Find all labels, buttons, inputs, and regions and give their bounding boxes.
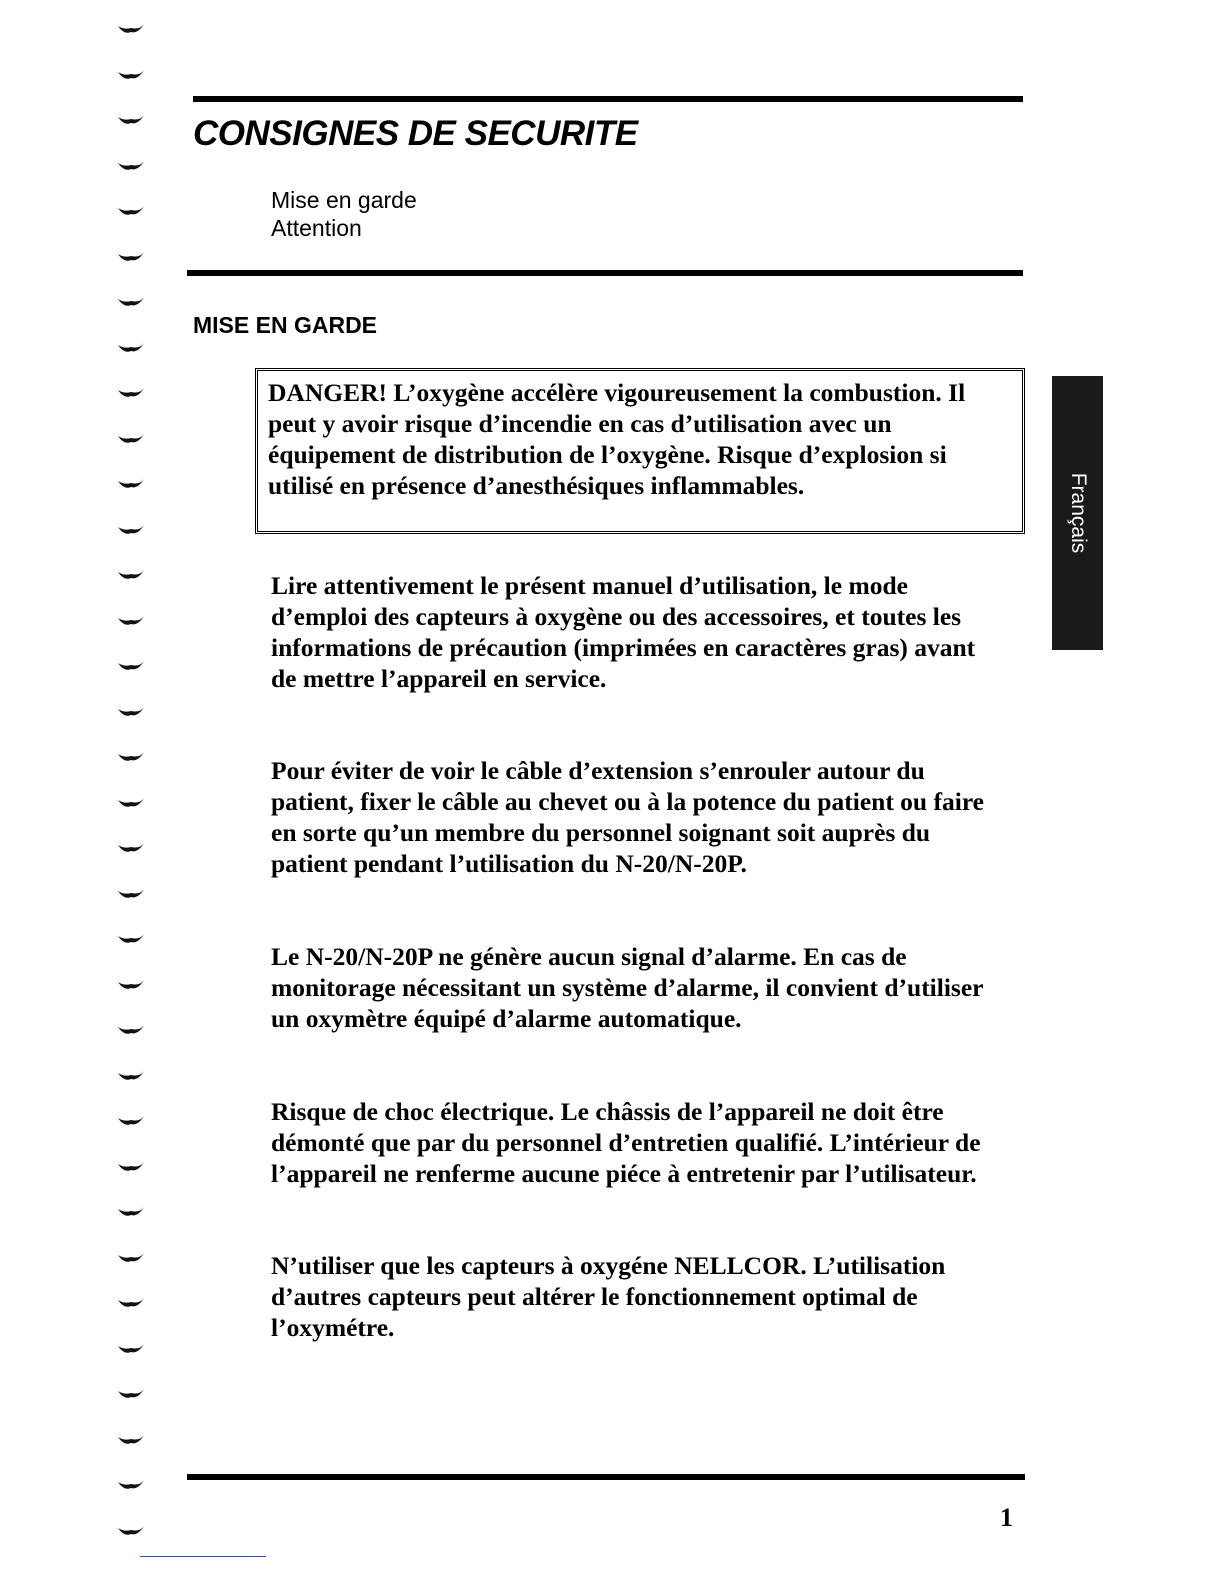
bottom-rule: [187, 1474, 1025, 1480]
spiral-binding-icon: [116, 159, 146, 173]
spiral-binding-icon: [116, 1478, 146, 1492]
section-contents: [271, 186, 417, 242]
language-tab: [1052, 376, 1103, 650]
spiral-binding-icon: [116, 250, 146, 264]
spiral-binding-icon: [116, 614, 146, 628]
spiral-binding-icon: [116, 1524, 146, 1538]
top-rule: [193, 96, 1023, 102]
spiral-binding-icon: [116, 1205, 146, 1219]
spiral-binding-icon: [116, 887, 146, 901]
spiral-binding-icon: [116, 1342, 146, 1356]
spiral-binding-icon: [116, 1251, 146, 1265]
section-heading: MISE EN GARDE: [193, 312, 378, 338]
warning-paragraph-shock: Risque de choc électrique. Le châssis de l’appareil ne doit être démonté que par du personnel d’entretien qualifié. L’intérieur de l’appareil ne renferme aucune piéce à entretenir par l’utilisateur.: [271, 1097, 981, 1188]
spiral-binding: [112, 0, 152, 1584]
spiral-binding-icon: [116, 22, 146, 36]
spiral-binding-icon: [116, 113, 146, 127]
bottom-edge-line: [140, 1556, 266, 1557]
spiral-binding-icon: [116, 204, 146, 218]
warning-paragraph-alarm: Le N-20/N-20P ne génère aucun signal d’alarme. En cas de monitorage nécessitant un système d’alarme, il convient d’utiliser un oxymètre équipé d’alarme automatique.: [271, 942, 984, 1033]
page-number: 1: [1000, 1503, 1013, 1532]
spiral-binding-icon: [116, 659, 146, 673]
spiral-binding-icon: [116, 1069, 146, 1083]
spiral-binding-icon: [116, 568, 146, 582]
contents-item-attention: Attention: [271, 215, 362, 241]
language-tab-label: Français: [1066, 472, 1090, 554]
spiral-binding-icon: [116, 796, 146, 810]
spiral-binding-icon: [116, 1296, 146, 1310]
spiral-binding-icon: [116, 68, 146, 82]
spiral-binding-icon: [116, 1160, 146, 1174]
spiral-binding-icon: [116, 1387, 146, 1401]
contents-item-mise-en-garde: Mise en garde: [271, 187, 417, 213]
warning-paragraph-manual: Lire attentivement le présent manuel d’utilisation, le mode d’emploi des capteurs à oxygène ou des accessoires, et toutes les informations de précaution (imprimées en caractères gras) avant de mettre l’appareil en service.: [271, 571, 976, 693]
spiral-binding-icon: [116, 1433, 146, 1447]
spiral-binding-icon: [116, 750, 146, 764]
spiral-binding-icon: [116, 1023, 146, 1037]
spiral-binding-icon: [116, 523, 146, 537]
spiral-binding-icon: [116, 932, 146, 946]
spiral-binding-icon: [116, 705, 146, 719]
warning-paragraph-sensors: N’utiliser que les capteurs à oxygéne NELLCOR. L’utilisation d’autres capteurs peut altérer le fonctionnement optimal de l’oxymétre.: [271, 1251, 946, 1342]
spiral-binding-icon: [116, 1114, 146, 1128]
spiral-binding-icon: [116, 841, 146, 855]
warning-paragraph-cable: Pour éviter de voir le câble d’extension s’enrouler autour du patient, fixer le câble au chevet ou à la potence du patient ou faire en sorte qu’un membre du personnel soignant soit auprès du patient pendant l’utilisation du N-20/N-20P.: [271, 756, 984, 878]
spiral-binding-icon: [116, 477, 146, 491]
spiral-binding-icon: [116, 432, 146, 446]
spiral-binding-icon: [116, 295, 146, 309]
danger-warning-text: DANGER! L’oxygène accélère vigoureusement la combustion. Il peut y avoir risque d’incendie en cas d’utilisation avec un équipement de distribution de l’oxygène. Risque d’explosion si utilisé en présence d’anesthésiques inflammables.: [268, 378, 966, 500]
spiral-binding-icon: [116, 341, 146, 355]
danger-warning-box: [255, 368, 1025, 534]
spiral-binding-icon: [116, 386, 146, 400]
spiral-binding-icon: [116, 978, 146, 992]
contents-rule: [187, 270, 1023, 276]
page-title: CONSIGNES DE SECURITE: [193, 114, 638, 153]
